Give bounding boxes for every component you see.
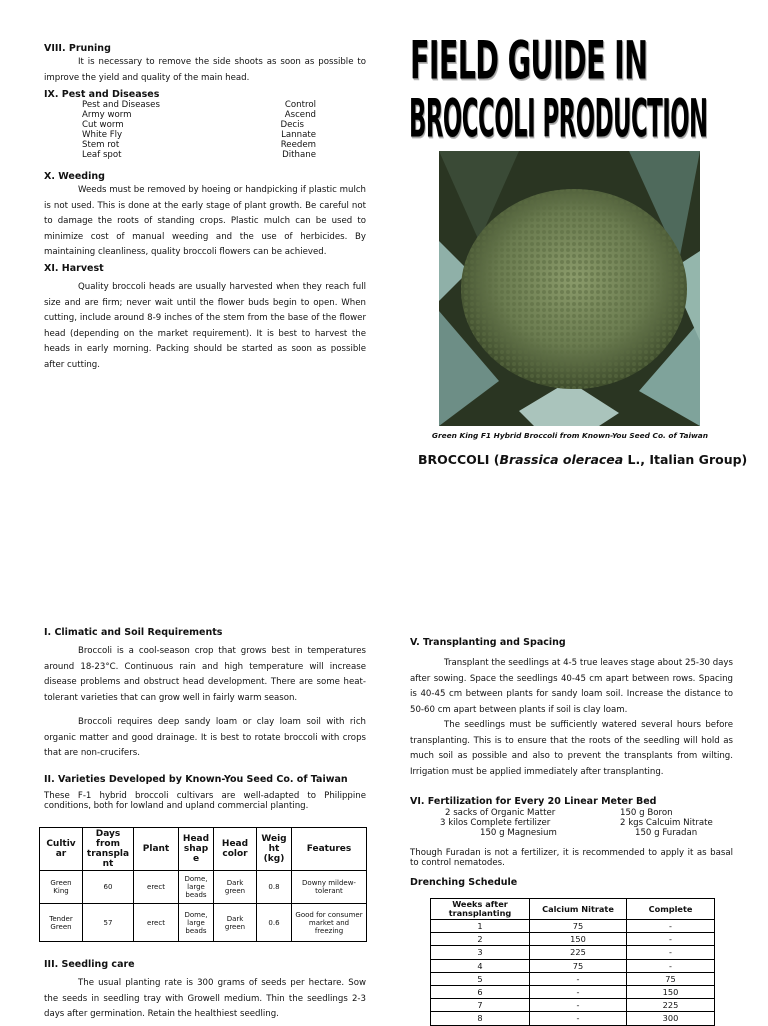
varieties-col-header: Cultiv ar [40, 828, 83, 871]
table-row [431, 959, 715, 972]
control-col-header: Control [284, 100, 316, 110]
cultivar-cell: Tender Green [40, 904, 83, 942]
days-cell: 57 [83, 904, 134, 942]
transplanting-section [410, 637, 733, 780]
calcium-cell: 75 [530, 959, 627, 972]
varieties-intro: These F-1 hybrid broccoli cultivars are well-adapted to Philippine conditions, both for lowland and upland commercial planting. [44, 791, 366, 811]
subtitle-species: Brassica oleracea [499, 452, 624, 467]
pest-control: Decis [280, 120, 304, 130]
plant-cell: erect [134, 904, 179, 942]
varieties-heading: II. Varieties Developed by Known-You Seed Co. of Taiwan [44, 774, 348, 785]
calcium-cell: 75 [530, 920, 627, 933]
calcium-cell: 150 [530, 933, 627, 946]
table-row [431, 972, 715, 985]
fertilizer-item: 3 kilos Complete fertilizer [440, 818, 551, 828]
weeding-section [44, 171, 366, 261]
broccoli-photo [439, 151, 700, 426]
plant-cell: erect [134, 871, 179, 904]
pest-name: Cut worm [82, 120, 124, 130]
varieties-col-header: Days from transpla nt [83, 828, 134, 871]
complete-cell: - [627, 920, 715, 933]
complete-cell: 150 [627, 985, 715, 998]
weight-cell: 0.8 [257, 871, 292, 904]
pest-row [82, 150, 316, 160]
cover-title-line2: BROCCOLI PRODUCTION [409, 86, 708, 149]
week-cell: 2 [431, 933, 530, 946]
weeding-text: Weeds must be removed by hoeing or handpicking if plastic mulch is not used. This is done at the early stage of plant growth. Be careful not to damage the roots of standing crops. Plastic mulch can be used to minimize cost of manual weeding and the use of herbicides. By maintaining cleanliness, quality broccoli flowers can be achieved. [44, 185, 366, 257]
pest-name: Stem rot [82, 140, 120, 150]
fertilization-section [410, 796, 733, 868]
climatic-section [44, 627, 366, 762]
pruning-section [44, 43, 366, 86]
pest-name: Leaf spot [82, 150, 122, 160]
subtitle-suffix: L., Italian Group) [623, 452, 748, 467]
pest-name: White Fly [82, 130, 123, 140]
features-cell: Downy mildew-tolerant [292, 871, 367, 904]
photo-caption: Green King F1 Hybrid Broccoli from Known-You Seed Co. of Taiwan [431, 431, 709, 440]
pest-section [44, 89, 366, 160]
fertilization-heading: VI. Fertilization for Every 20 Linear Meter Bed [410, 796, 657, 807]
table-row [431, 933, 715, 946]
drenching-col-header: Calcium Nitrate [530, 899, 627, 920]
varieties-table [39, 827, 367, 942]
table-row [431, 985, 715, 998]
varieties-col-header: Head shap e [179, 828, 214, 871]
pest-row [82, 120, 316, 130]
weight-cell: 0.6 [257, 904, 292, 942]
calcium-cell: - [530, 1012, 627, 1025]
pruning-heading: VIII. Pruning [44, 43, 111, 54]
table-row [40, 871, 367, 904]
complete-cell: 225 [627, 999, 715, 1012]
pest-col-header: Pest and Diseases [82, 100, 160, 110]
week-cell: 6 [431, 985, 530, 998]
transplanting-para2: The seedlings must be sufficiently watered several hours before transplanting. This is to ensure that the roots of the seedling will hold as much soil as possible and also to prevent the transplants from wilting. Irrigation must be applied immediately after transplanting. [410, 720, 733, 777]
table-row [431, 999, 715, 1012]
harvest-section [44, 263, 366, 373]
varieties-section [44, 774, 366, 811]
drenching-header-row [431, 899, 715, 920]
pest-control: Lannate [281, 130, 316, 140]
calcium-cell: - [530, 985, 627, 998]
cover-title-line1: FIELD GUIDE IN [410, 28, 648, 91]
complete-cell: - [627, 933, 715, 946]
table-row [40, 904, 367, 942]
fertilizer-item: 2 sacks of Organic Matter [445, 808, 556, 818]
cover-subtitle [418, 452, 748, 467]
week-cell: 7 [431, 999, 530, 1012]
table-row [431, 946, 715, 959]
climatic-para1: Broccoli is a cool-season crop that grows best in temperatures around 18-23°C. Continuous rain and high temperature will increase disease problems and obstruct head development. There are some heat-tolerant varieties that can grow well in fairly warm season. [44, 646, 366, 703]
climatic-para2: Broccoli requires deep sandy loam or clay loam soil with rich organic matter and good drainage. It is best to rotate broccoli with crops that are non-crucifers. [44, 717, 366, 758]
pest-control: Ascend [284, 110, 316, 120]
week-cell: 5 [431, 972, 530, 985]
pest-control: Dithane [282, 150, 316, 160]
calcium-cell: - [530, 972, 627, 985]
varieties-header-row [40, 828, 367, 871]
transplanting-heading: V. Transplanting and Spacing [410, 637, 566, 648]
table-row [431, 1012, 715, 1025]
drenching-col-header: Complete [627, 899, 715, 920]
seedling-text: The usual planting rate is 300 grams of seeds per hectare. Sow the seeds in seedling tray with Growell medium. Thin the seedlings 2-3 days after germination. Retain the healthiest seedling. [44, 978, 366, 1019]
features-cell: Good for consumer market and freezing [292, 904, 367, 942]
varieties-col-header: Head color [214, 828, 257, 871]
seedling-heading: III. Seedling care [44, 959, 135, 970]
fertilizer-list [410, 807, 733, 838]
cultivar-cell: Green King [40, 871, 83, 904]
fertilizer-item: 150 g Furadan [635, 828, 698, 838]
drenching-title: Drenching Schedule [410, 877, 518, 888]
drenching-col-header: Weeks after transplanting [431, 899, 530, 920]
week-cell: 4 [431, 959, 530, 972]
varieties-col-header: Plant [134, 828, 179, 871]
complete-cell: - [627, 959, 715, 972]
head-shape-cell: Dome, large beads [179, 904, 214, 942]
harvest-text: Quality broccoli heads are usually harvested when they reach full size and are firm; never wait until the flower buds begin to open. When cutting, include around 8-9 inches of the stem from the base of the flower head (depending on the market requirement). It is best to harvest the heads in early morning. Packing should be started as soon as possible after cutting. [44, 282, 366, 370]
pest-row [82, 140, 316, 150]
pest-name: Army worm [82, 110, 132, 120]
calcium-cell: 225 [530, 946, 627, 959]
head-color-cell: Dark green [214, 871, 257, 904]
pest-heading: IX. Pest and Diseases [44, 89, 160, 100]
pest-row [82, 110, 316, 120]
subtitle-prefix: BROCCOLI ( [418, 452, 500, 467]
calcium-cell: - [530, 999, 627, 1012]
harvest-heading: XI. Harvest [44, 263, 104, 274]
head-shape-cell: Dome, large beads [179, 871, 214, 904]
varieties-col-header: Weig ht (kg) [257, 828, 292, 871]
weeding-heading: X. Weeding [44, 171, 105, 182]
climatic-heading: I. Climatic and Soil Requirements [44, 627, 223, 638]
complete-cell: - [627, 946, 715, 959]
transplanting-para1: Transplant the seedlings at 4-5 true leaves stage about 25-30 days after sowing. Space the seedlings 40-45 cm apart between rows. Spacing is 40-45 cm between plants for sandy loam soil. Increase the distance to 50-60 cm apart between plants if soil is clay loam. [410, 658, 733, 715]
fertilizer-item: 150 g Magnesium [480, 828, 557, 838]
seedling-section [44, 959, 366, 1023]
week-cell: 3 [431, 946, 530, 959]
pruning-text: It is necessary to remove the side shoots as soon as possible to improve the yield and quality of the main head. [44, 57, 366, 83]
fertilizer-item: 2 kgs Calcuim Nitrate [620, 818, 713, 828]
drenching-heading [410, 877, 517, 888]
fertilizer-item: 150 g Boron [620, 808, 673, 818]
pest-control: Reedem [280, 140, 316, 150]
table-row [431, 920, 715, 933]
varieties-col-header: Features [292, 828, 367, 871]
week-cell: 1 [431, 920, 530, 933]
pest-row [82, 130, 316, 140]
pest-table [82, 100, 316, 160]
fertilization-note: Though Furadan is not a fertilizer, it is recommended to apply it as basal to control nematodes. [410, 848, 733, 868]
head-color-cell: Dark green [214, 904, 257, 942]
complete-cell: 300 [627, 1012, 715, 1025]
days-cell: 60 [83, 871, 134, 904]
complete-cell: 75 [627, 972, 715, 985]
drenching-table [430, 898, 715, 1026]
week-cell: 8 [431, 1012, 530, 1025]
